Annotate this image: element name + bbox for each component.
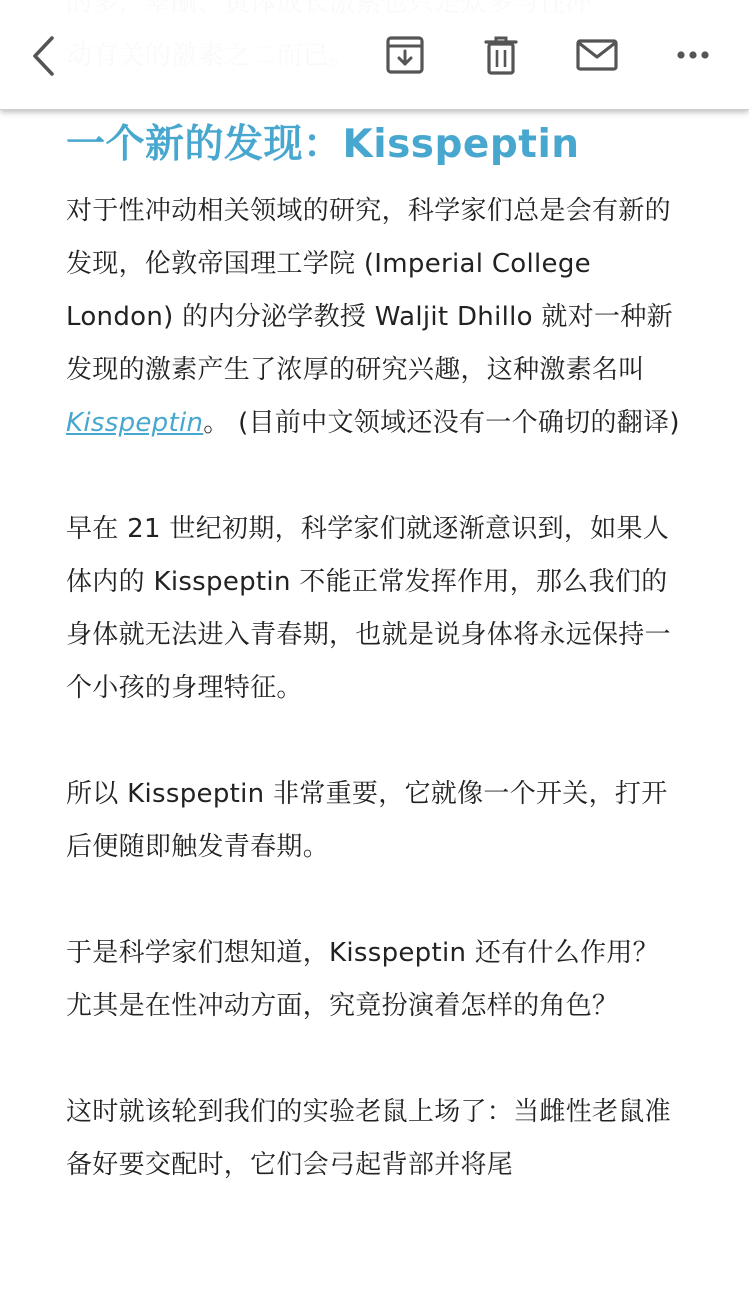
- paragraph-question: 于是科学家们想知道，Kisspeptin 还有什么作用？尤其是在性冲动方面，究竟扮演着怎样的角色？: [66, 938, 659, 1021]
- paragraph-intro: [66, 185, 683, 450]
- trash-icon: [484, 35, 518, 75]
- section-heading: 一个新的发现：Kisspeptin: [66, 122, 580, 167]
- paragraph-mice: 这时就该轮到我们的实验老鼠上场了：当雌性老鼠准备好要交配时，它们会弓起背部并将尾: [66, 1097, 671, 1180]
- paragraph-text: 。 (目前中文领域还没有一个确切的翻译): [203, 408, 680, 438]
- paragraph-puberty: 早在 21 世纪初期，科学家们就逐渐意识到，如果人体内的 Kisspeptin 不能正常发挥作用，那么我们的身体就无法进入青春期，也就是说身体将永远保持一个小孩的身理特征。: [66, 514, 671, 703]
- mail-icon: [576, 39, 618, 71]
- top-toolbar: [0, 0, 749, 110]
- archive-icon: [385, 35, 425, 75]
- back-button[interactable]: [18, 26, 68, 86]
- paragraph-switch: 所以 Kisspeptin 非常重要，它就像一个开关，打开后便随即触发青春期。: [66, 779, 668, 862]
- back-chevron-icon: [30, 35, 56, 77]
- paragraph-text: 对于性冲动相关领域的研究，科学家们总是会有新的发现，伦敦帝国理工学院 (Imperial College London) 的内分泌学教授 Waljit Dhillo 就对一种新发现的激素产生了浓厚的研究兴趣，这种激素名叫: [66, 196, 673, 385]
- delete-button[interactable]: [476, 30, 526, 80]
- kisspeptin-link[interactable]: Kisspeptin: [66, 408, 204, 438]
- mail-button[interactable]: [572, 30, 622, 80]
- more-icon: [676, 50, 710, 60]
- more-button[interactable]: [668, 30, 718, 80]
- archive-button[interactable]: [380, 30, 430, 80]
